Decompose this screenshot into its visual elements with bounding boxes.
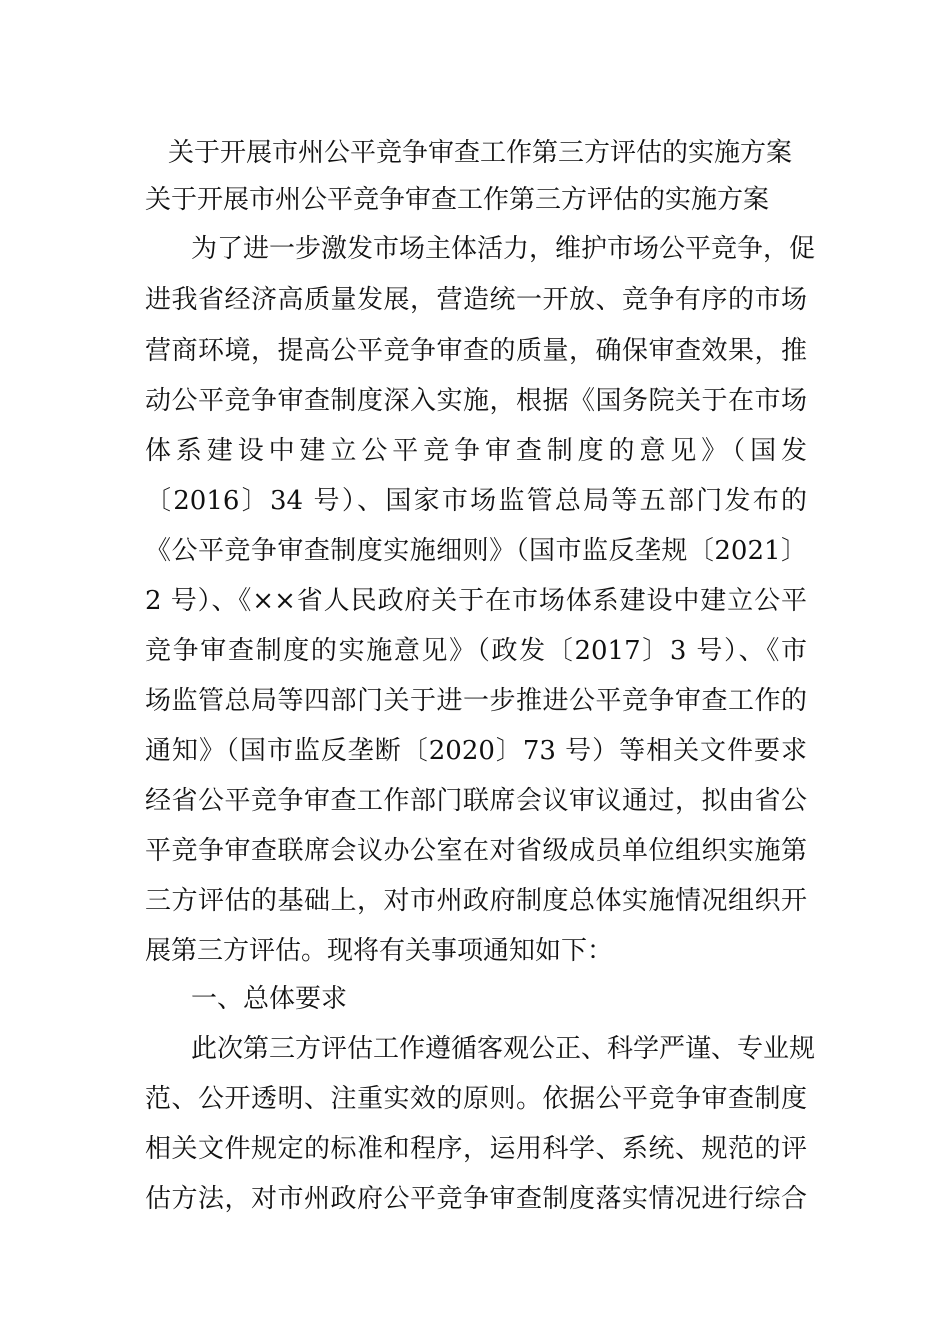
paragraph-line: 为了进一步激发市场主体活力，维护市场公平竞争，促: [191, 234, 816, 264]
paragraph-line: 《公平竞争审查制度实施细则》（国市监反垄规〔2021〕: [145, 536, 807, 566]
paragraph-line: 动公平竞争审查制度深入实施，根据《国务院关于在市场: [145, 386, 807, 416]
paragraph-line: 〔2016〕34 号）、国家市场监管总局等五部门发布的: [145, 486, 807, 516]
paragraph-line: 相关文件规定的标准和程序，运用科学、系统、规范的评: [145, 1134, 807, 1164]
paragraph-line: 估方法，对市州政府公平竞争审查制度落实情况进行综合: [145, 1184, 807, 1214]
paragraph-line: 此次第三方评估工作遵循客观公正、科学严谨、专业规: [191, 1034, 816, 1064]
paragraph-line: 进我省经济高质量发展，营造统一开放、竞争有序的市场: [145, 285, 807, 315]
paragraph-line: 展第三方评估。现将有关事项通知如下：: [145, 936, 614, 966]
paragraph-line: 经省公平竞争审查工作部门联席会议审议通过，拟由省公: [145, 786, 807, 816]
paragraph-line: 营商环境，提高公平竞争审查的质量，确保审查效果，推: [145, 336, 807, 366]
paragraph-line: 场监管总局等四部门关于进一步推进公平竞争审查工作的: [145, 686, 807, 716]
paragraph-line: 2 号）、《××省人民政府关于在市场体系建设中建立公平: [145, 586, 807, 616]
section-heading: 一、总体要求: [191, 984, 348, 1014]
paragraph-line: 三方评估的基础上，对市州政府制度总体实施情况组织开: [145, 886, 807, 916]
paragraph-line: 范、公开透明、注重实效的原则。依据公平竞争审查制度: [145, 1084, 807, 1114]
paragraph-line: 平竞争审查联席会议办公室在对省级成员单位组织实施第: [145, 836, 807, 866]
document-title-repeat: 关于开展市州公平竞争审查工作第三方评估的实施方案: [145, 185, 770, 215]
paragraph-line: 通知》（国市监反垄断〔2020〕73 号）等相关文件要求: [145, 736, 807, 766]
document-title: 关于开展市州公平竞争审查工作第三方评估的实施方案: [168, 138, 793, 168]
paragraph-line: 竞争审查制度的实施意见》（政发〔2017〕3 号）、《市: [145, 636, 807, 666]
paragraph-line: 体系建设中建立公平竞争审查制度的意见》（国发: [145, 436, 807, 466]
